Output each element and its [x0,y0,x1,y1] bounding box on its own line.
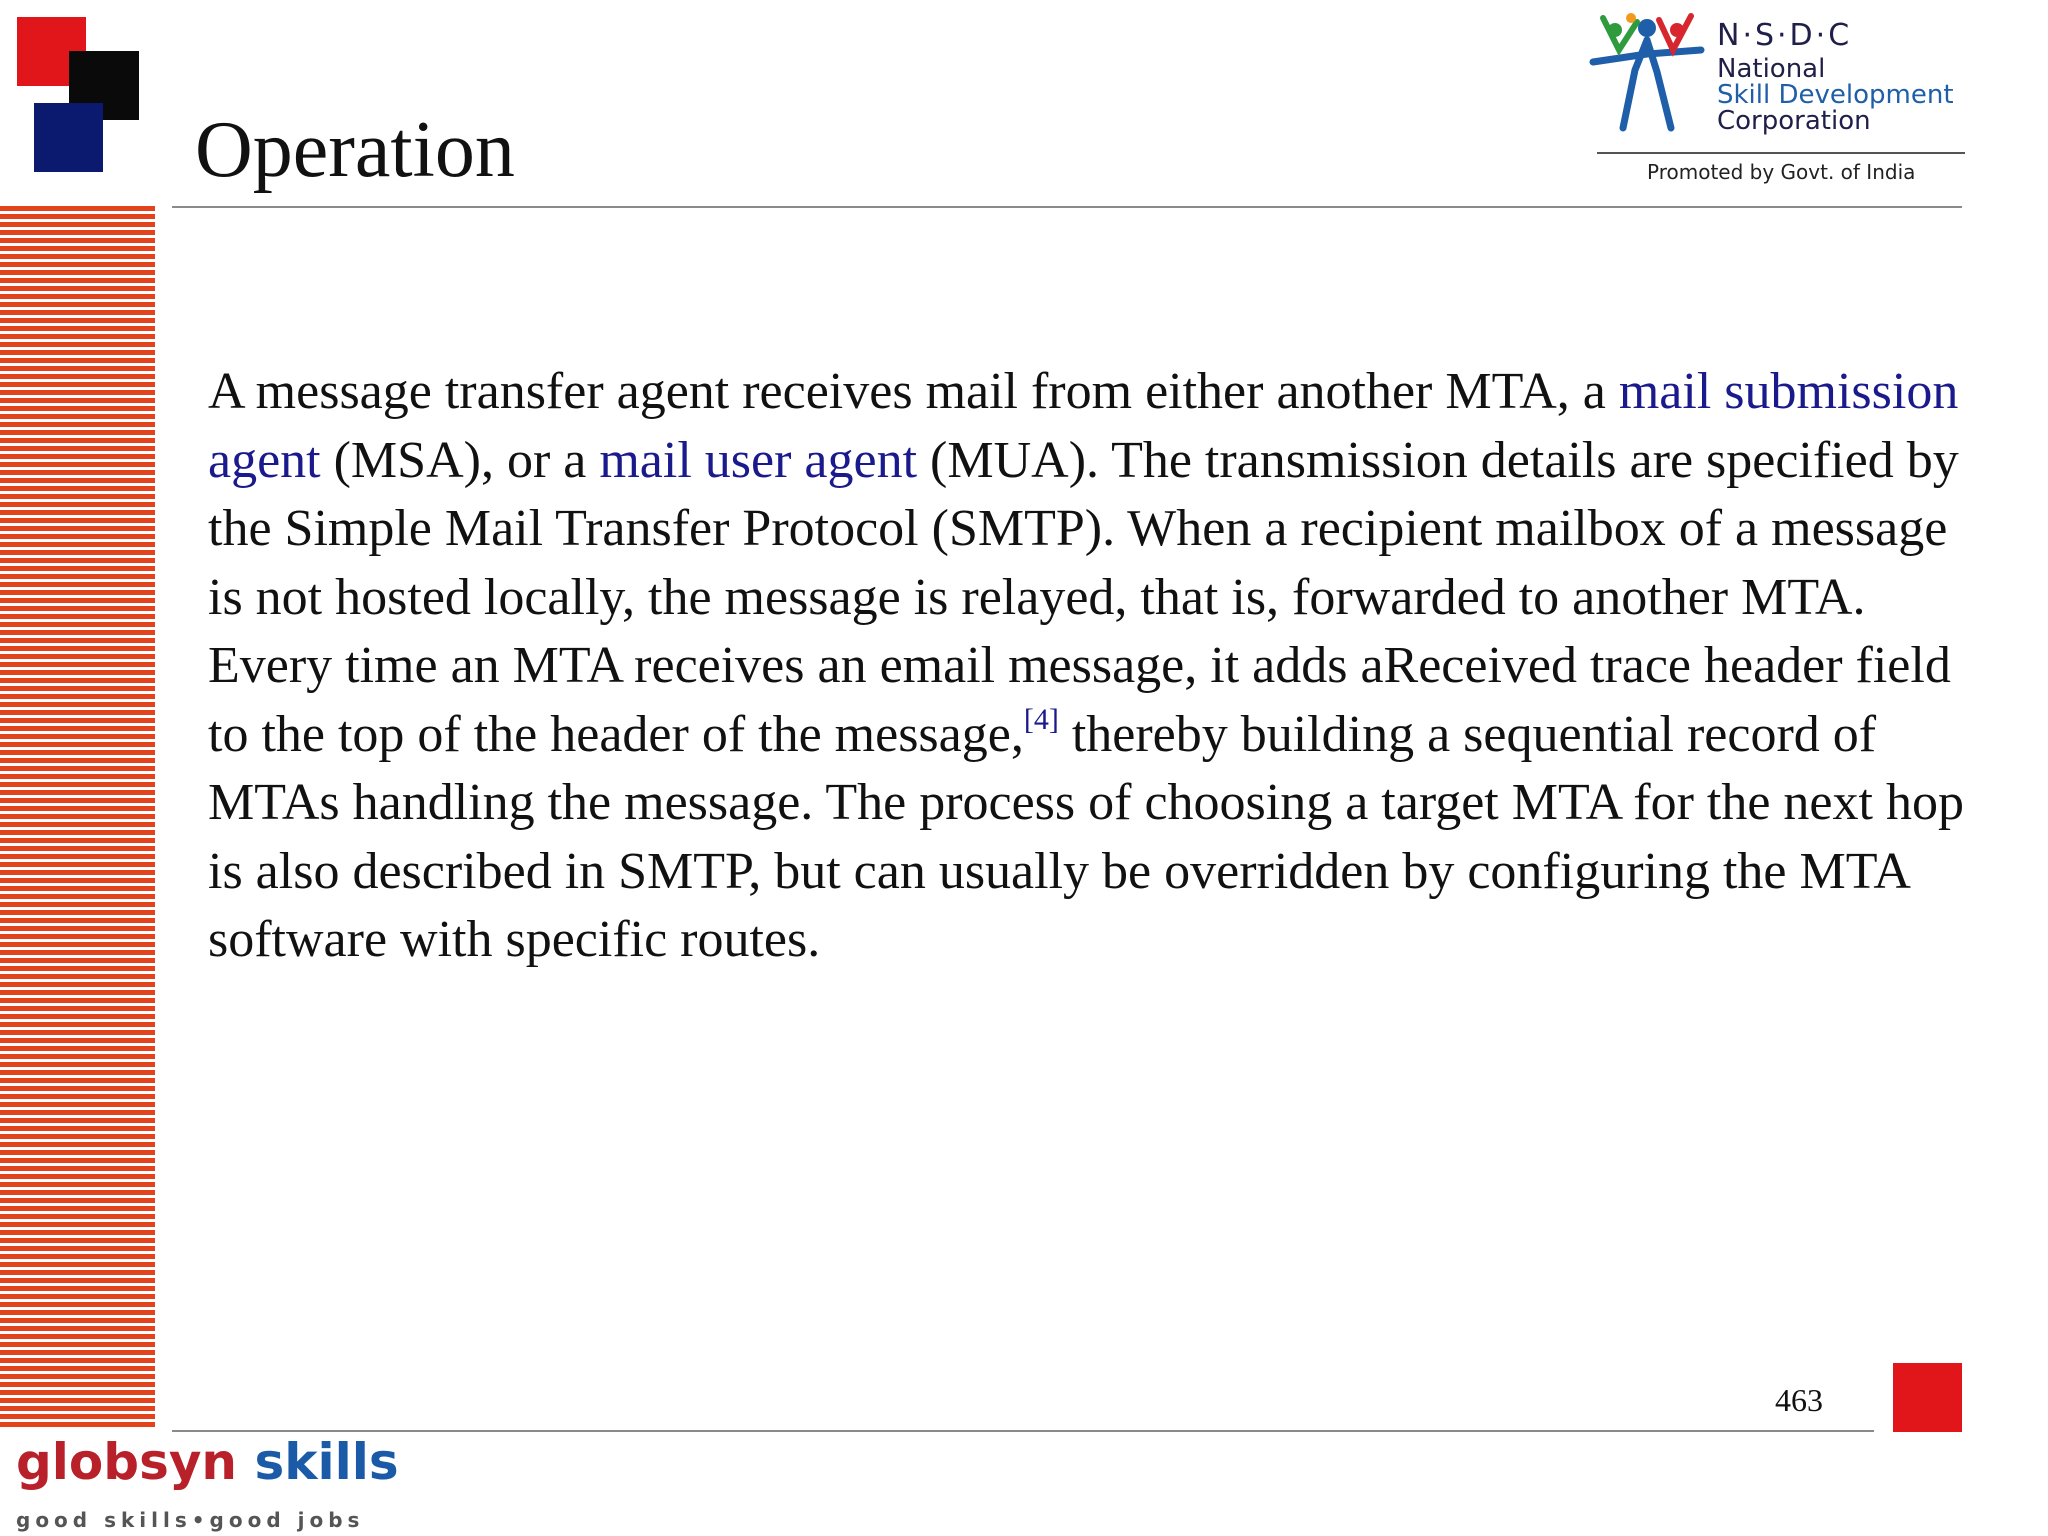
logo-divider [1597,152,1965,154]
nsdc-logo [1585,10,1965,190]
decorative-red-square-footer [1893,1363,1962,1432]
title-divider [172,206,1962,208]
body-text-part3: (MUA). The transmission details are specified by the Simple Mail Transfer Protocol (SMTP). When a recipient mailbox of a message is not hosted locally, the message is relayed, that is, forwarded to another MTA. Every time an MTA receives an email message, it adds aReceived trace header field to the top of the header of the message, [208,431,1959,763]
globsyn-skills-logo [16,1432,399,1492]
body-text-part4: thereby building a sequential record of MTAs handling the message. The process of choosing a target MTA for the next hop is also described in SMTP, but can usually be overridden by configuring the MTA software with specific routes. [208,705,1964,968]
logo-acronym: N·S·D·C [1717,18,1853,53]
page-number: 463 [1775,1382,1823,1418]
brand-tagline: good skills•good jobs [16,1508,365,1532]
brand-name-part1: globsyn [16,1433,238,1491]
slide-title: Operation [195,106,515,194]
body-paragraph [208,358,1968,975]
citation-link[interactable]: [4] [1023,702,1059,736]
logo-text-skill-development: Skill Development [1717,80,1954,110]
logo-text-corporation: Corporation [1717,106,1871,136]
decorative-stripe-bar [0,206,155,1430]
link-mail-user-agent[interactable]: mail user agent [599,431,918,489]
link-mail-submission-agent[interactable]: mail submission agent [208,363,1959,489]
body-text-part1: A message transfer agent receives mail from either another MTA, a [208,363,1619,420]
footer-divider [172,1430,1874,1432]
logo-tagline: Promoted by Govt. of India [1647,160,1916,184]
brand-name-part2: skills [254,1433,399,1491]
decorative-blue-square [34,103,103,172]
nsdc-figure-icon [1585,10,1705,135]
body-text-part2: (MSA), or a [320,431,600,489]
logo-text-national: National [1717,54,1826,84]
